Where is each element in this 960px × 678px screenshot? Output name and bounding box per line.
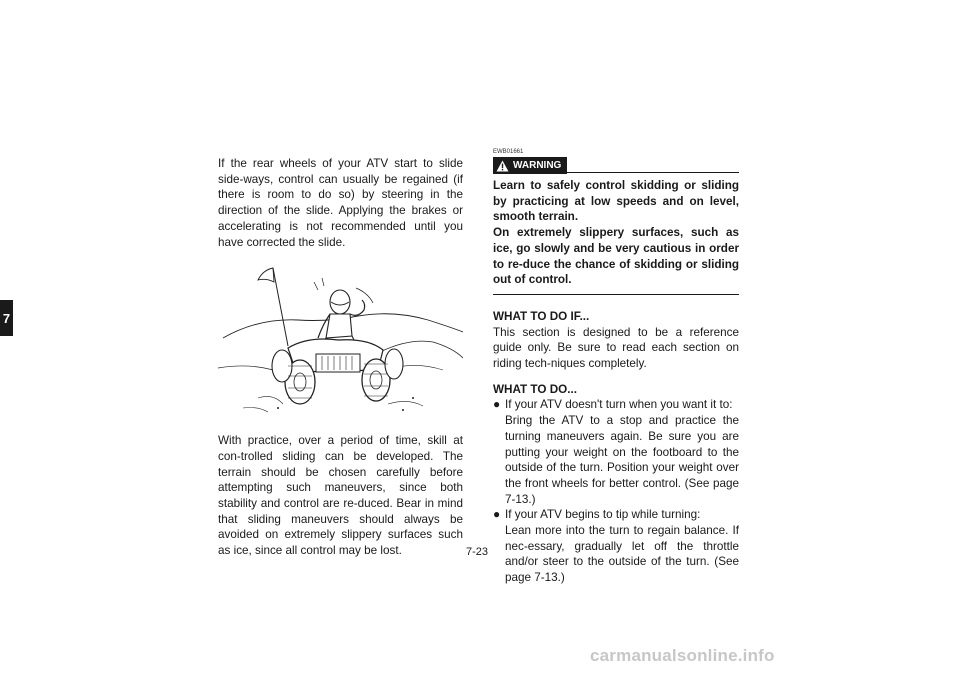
slide-recovery-paragraph: If the rear wheels of your ATV start to slide side-ways, control can usually be regained (if there is room to do so) by steering in the direction of the slide. Applying the brakes or accelerating is not recommended until you have corrected the slide.	[218, 157, 463, 249]
warning-label: WARNING	[513, 160, 562, 171]
warning-text-2: On extremely slippery surfaces, such as ice, go slowly and be very cautious in order to re-duce the chance of skidding or sliding out of control.	[493, 226, 739, 287]
warning-rule	[567, 158, 739, 173]
page-number: 7-23	[466, 546, 489, 558]
warning-code: EWB01661	[493, 149, 524, 155]
warning-header	[493, 157, 739, 174]
atv-sliding-illustration	[218, 258, 463, 416]
watermark: carmanualsonline.info	[590, 646, 775, 665]
left-column	[218, 156, 463, 559]
what-to-do-if-section	[493, 309, 739, 372]
list-item-text: Lean more into the turn to regain balance. If nec-essary, gradually let off the throttle and/or steer to the outside of the turn. (See page 7-13.)	[505, 524, 739, 585]
what-to-do-heading: WHAT TO DO...	[493, 382, 577, 396]
bullet-icon: ●	[493, 397, 501, 412]
warning-end-rule	[493, 294, 739, 295]
bullet-icon: ●	[493, 507, 501, 522]
list-item-title: If your ATV begins to tip while turning:	[505, 508, 701, 522]
what-to-do-if-text: This section is designed to be a reference guide only. Be sure to read each section on riding tech-niques completely.	[493, 325, 739, 371]
list-item-text: Bring the ATV to a stop and practice the turning maneuvers again. Be sure you are putting your weight on the footboard to the outside of the turn. Position your weight over the front wheels for better control. (See page 7-13.)	[505, 414, 739, 506]
warning-text-1: Learn to safely control skidding or sliding by practicing at low speeds and on level, smooth terrain.	[493, 179, 739, 224]
warning-badge	[493, 157, 567, 174]
controlled-sliding-paragraph: With practice, over a period of time, skill at con-trolled sliding can be developed. The terrain should be chosen carefully before attempting such maneuvers, since both stability and control are re-duced. Bear in mind that sliding maneuvers should always be avoided on extremely slippery surfaces such as ice, since all control may be lost.	[218, 434, 463, 558]
right-column	[493, 148, 739, 596]
warning-body	[493, 178, 739, 288]
what-to-do-if-heading: WHAT TO DO IF...	[493, 309, 590, 323]
list-item-title: If your ATV doesn't turn when you want it to:	[505, 398, 733, 412]
warning-triangle-icon	[496, 160, 509, 172]
chapter-tab: 7	[0, 300, 13, 336]
list-item	[493, 507, 739, 586]
what-to-do-section	[493, 382, 739, 586]
list-item	[493, 397, 739, 507]
